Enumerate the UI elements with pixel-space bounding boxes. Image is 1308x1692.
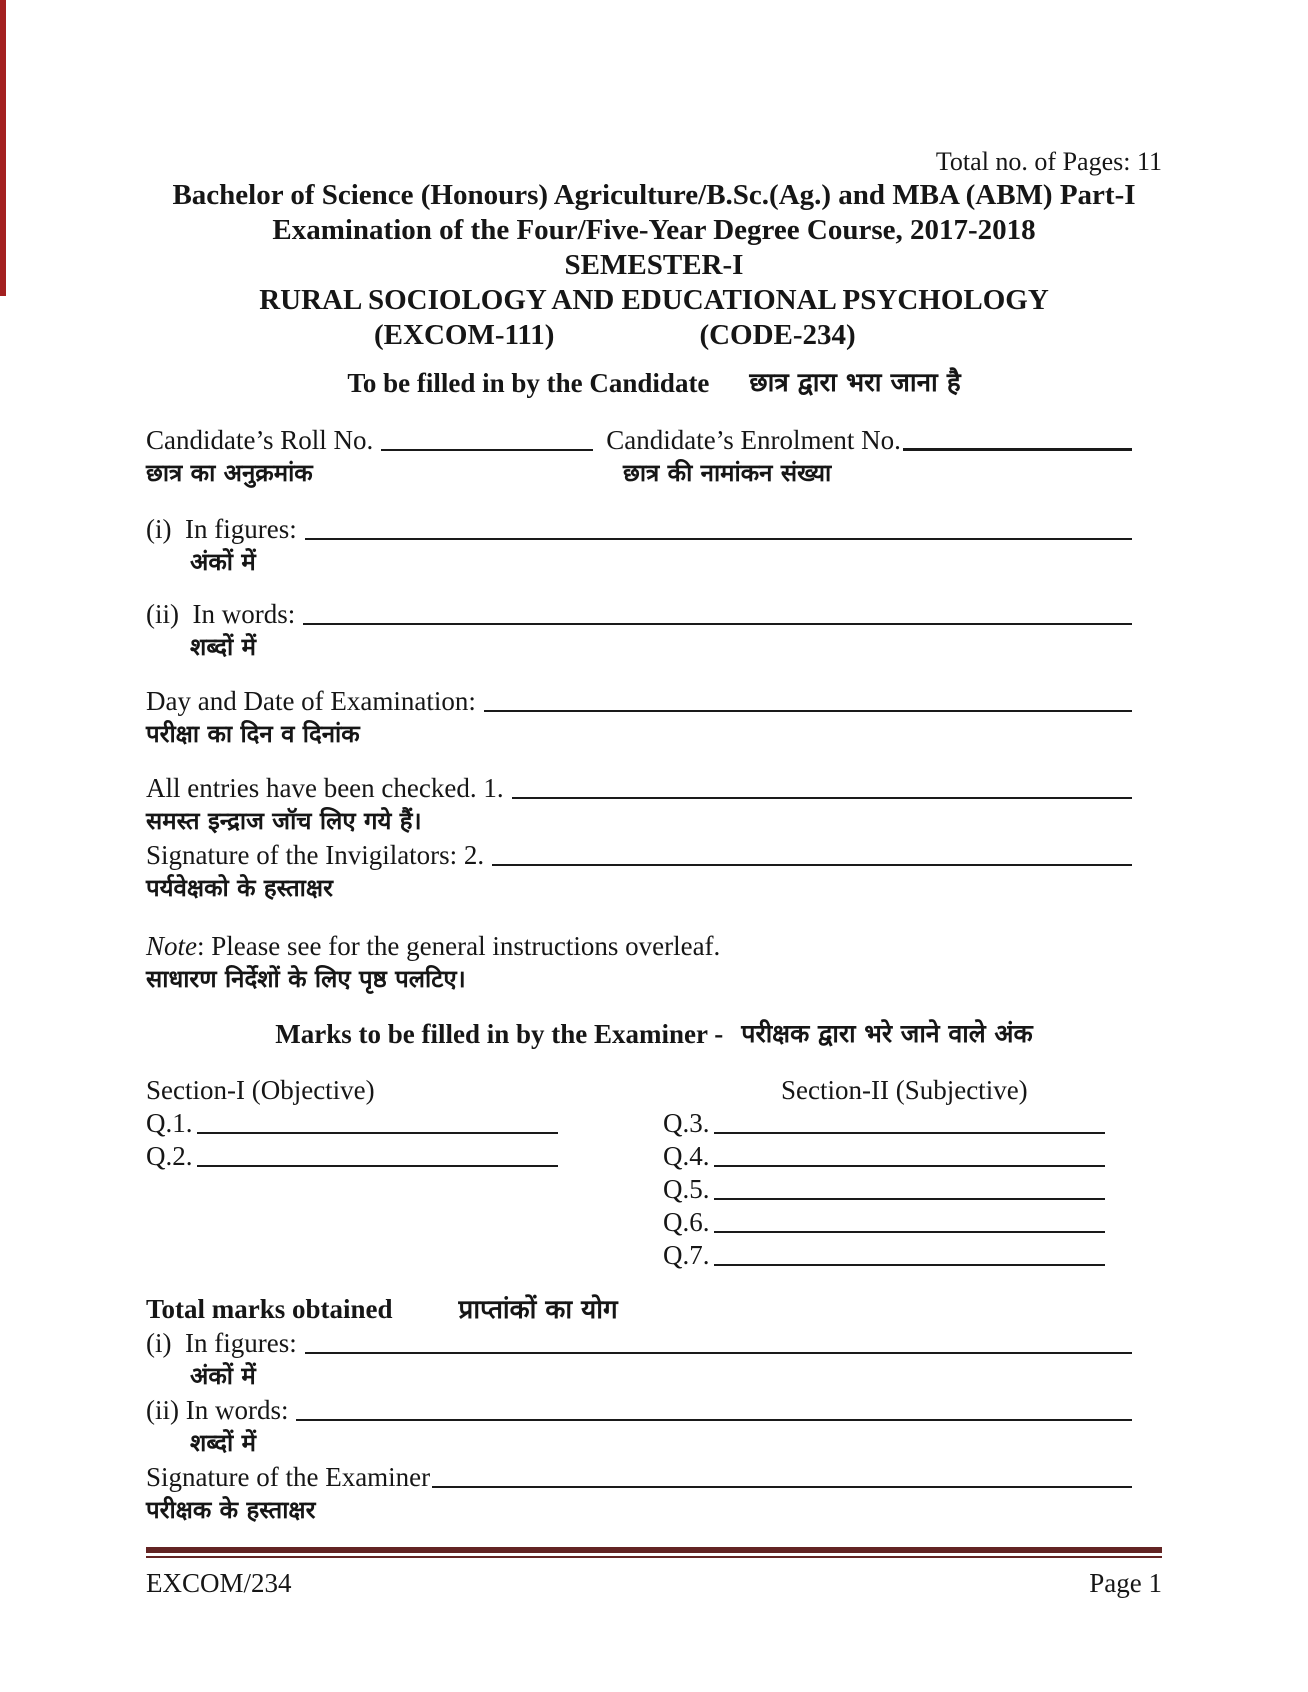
exam-date-row <box>146 685 1132 718</box>
enrolment-no-blank-line <box>903 448 1132 451</box>
total-in-words-label-hindi: शब्दों में <box>190 1429 256 1457</box>
section-1-column <box>146 1073 558 1272</box>
entries-checked-hindi-row <box>146 805 1162 839</box>
invigilators-hindi-row <box>146 872 1162 906</box>
in-words-label: (ii) In words: <box>146 599 296 629</box>
course-codes-line <box>146 318 1162 353</box>
section-2-column <box>663 1073 1162 1272</box>
q2-row <box>146 1140 558 1173</box>
roll-enrolment-hindi-row <box>146 457 1162 491</box>
in-figures-blank-line <box>305 538 1132 540</box>
entries-checked-label: All entries have been checked. 1. <box>146 773 504 803</box>
enrolment-no-label: Candidate’s Enrolment No. <box>606 425 901 455</box>
total-in-figures-hindi-row <box>146 1360 1162 1394</box>
q7-row <box>663 1239 1105 1272</box>
section-2-heading: Section-II (Subjective) <box>781 1075 1028 1105</box>
in-figures-label: (i) In figures: <box>146 514 297 544</box>
in-words-blank-line <box>303 623 1132 625</box>
invigilators-label-hindi: पर्यवेक्षको के हस्ताक्षर <box>146 874 333 902</box>
q7-label: Q.7. <box>663 1240 710 1270</box>
in-words-row <box>146 598 1132 631</box>
entries-checked-row <box>146 772 1132 805</box>
exam-date-blank-line <box>484 710 1132 712</box>
examiner-section-heading <box>146 1017 1162 1051</box>
invigilators-label: Signature of the Invigilators: 2. <box>146 840 485 870</box>
total-in-words-label: (ii) In words: <box>146 1395 289 1425</box>
exam-title-line-3: SEMESTER-I <box>564 249 744 281</box>
in-figures-label-hindi: अंकों में <box>190 548 256 576</box>
q6-blank-line <box>714 1231 1106 1233</box>
footer-rule-thin <box>146 1556 1162 1558</box>
invigilator-2-blank-line <box>492 864 1132 866</box>
total-in-words-hindi-row <box>146 1427 1162 1461</box>
roll-no-label-hindi: छात्र का अनुक्रमांक <box>146 459 313 487</box>
entries-checked-label-hindi: समस्त इन्द्राज जॉच लिए गये हैं। <box>146 807 422 835</box>
q4-blank-line <box>714 1165 1106 1167</box>
q4-label: Q.4. <box>663 1141 710 1171</box>
total-in-figures-blank-line <box>305 1352 1132 1354</box>
footer-doc-code: EXCOM/234 <box>146 1568 292 1598</box>
examiner-heading-english: Marks to be filled in by the Examiner - <box>275 1019 724 1049</box>
scan-edge-stripe <box>0 0 6 296</box>
in-figures-hindi-row <box>146 546 1162 580</box>
note-label: Note <box>146 931 197 961</box>
examiner-signature-blank-line <box>432 1486 1132 1488</box>
total-in-figures-row <box>146 1327 1132 1360</box>
footer-page-number: Page 1 <box>1089 1568 1162 1598</box>
candidate-heading-hindi: छात्र द्वारा भरा जाना है <box>749 368 961 398</box>
exam-title-line-1: Bachelor of Science (Honours) Agriculture/B.Sc.(Ag.) and MBA (ABM) Part-I <box>172 179 1136 211</box>
exam-date-hindi-row <box>146 718 1162 752</box>
candidate-section-heading <box>146 366 1162 400</box>
total-marks-row <box>146 1292 1162 1327</box>
note-text: : Please see for the general instructions overleaf. <box>197 931 721 961</box>
marks-grid <box>146 1073 1162 1272</box>
invigilator-1-blank-line <box>512 797 1132 799</box>
q4-row <box>663 1140 1105 1173</box>
q2-blank-line <box>197 1165 559 1167</box>
total-in-figures-label-hindi: अंकों में <box>190 1362 256 1390</box>
exam-date-label: Day and Date of Examination: <box>146 686 476 716</box>
q6-row <box>663 1206 1105 1239</box>
q7-blank-line <box>714 1264 1106 1266</box>
candidate-heading-english: To be filled in by the Candidate <box>347 368 710 398</box>
exam-title-line-2: Examination of the Four/Five-Year Degree Course, 2017-2018 <box>272 214 1036 246</box>
examiner-signature-row <box>146 1461 1132 1494</box>
q3-label: Q.3. <box>663 1108 710 1138</box>
q5-label: Q.5. <box>663 1174 710 1204</box>
exam-title-line-4: RURAL SOCIOLOGY AND EDUCATIONAL PSYCHOLOGY <box>259 284 1049 316</box>
q5-blank-line <box>714 1198 1106 1200</box>
examiner-signature-label: Signature of the Examiner <box>146 1462 431 1492</box>
note-label-hindi: साधारण निर्देशों के लिए पृष्ठ पलटिए। <box>146 965 466 993</box>
q2-label: Q.2. <box>146 1141 193 1171</box>
course-code-number: (CODE-234) <box>699 319 856 351</box>
section-1-heading: Section-I (Objective) <box>146 1075 375 1105</box>
enrolment-no-label-hindi: छात्र की नामांकन संख्या <box>623 459 832 487</box>
in-figures-row <box>146 513 1132 546</box>
course-code-excom: (EXCOM-111) <box>374 319 555 351</box>
examiner-heading-hindi: परीक्षक द्वारा भरे जाने वाले अंक <box>741 1019 1033 1048</box>
q6-label: Q.6. <box>663 1207 710 1237</box>
total-in-words-blank-line <box>296 1419 1132 1421</box>
total-pages-label: Total no. of Pages: 11 <box>935 147 1162 176</box>
footer-rule-thick <box>146 1547 1162 1553</box>
examiner-signature-hindi-row <box>146 1494 1162 1528</box>
examiner-signature-label-hindi: परीक्षक के हस्ताक्षर <box>146 1496 316 1524</box>
exam-date-label-hindi: परीक्षा का दिन व दिनांक <box>146 720 360 748</box>
roll-no-blank-line <box>381 449 593 451</box>
total-marks-label: Total marks obtained <box>146 1294 393 1324</box>
in-words-label-hindi: शब्दों में <box>190 633 256 661</box>
q3-row <box>663 1107 1105 1140</box>
note-hindi-row <box>146 963 1162 997</box>
total-marks-label-hindi: प्राप्तांकों का योग <box>458 1295 618 1325</box>
footer-text-row <box>146 1567 1162 1600</box>
q3-blank-line <box>714 1132 1106 1134</box>
q1-label: Q.1. <box>146 1108 193 1138</box>
page-footer <box>146 1547 1162 1600</box>
note-row <box>146 930 1162 963</box>
total-in-words-row <box>146 1394 1132 1427</box>
invigilators-row <box>146 839 1132 872</box>
total-in-figures-label: (i) In figures: <box>146 1328 297 1358</box>
q5-row <box>663 1173 1105 1206</box>
q1-row <box>146 1107 558 1140</box>
q1-blank-line <box>197 1132 559 1134</box>
roll-no-label: Candidate’s Roll No. <box>146 425 374 455</box>
roll-enrolment-row <box>146 424 1132 457</box>
in-words-hindi-row <box>146 631 1162 665</box>
exam-title-block <box>146 178 1162 318</box>
